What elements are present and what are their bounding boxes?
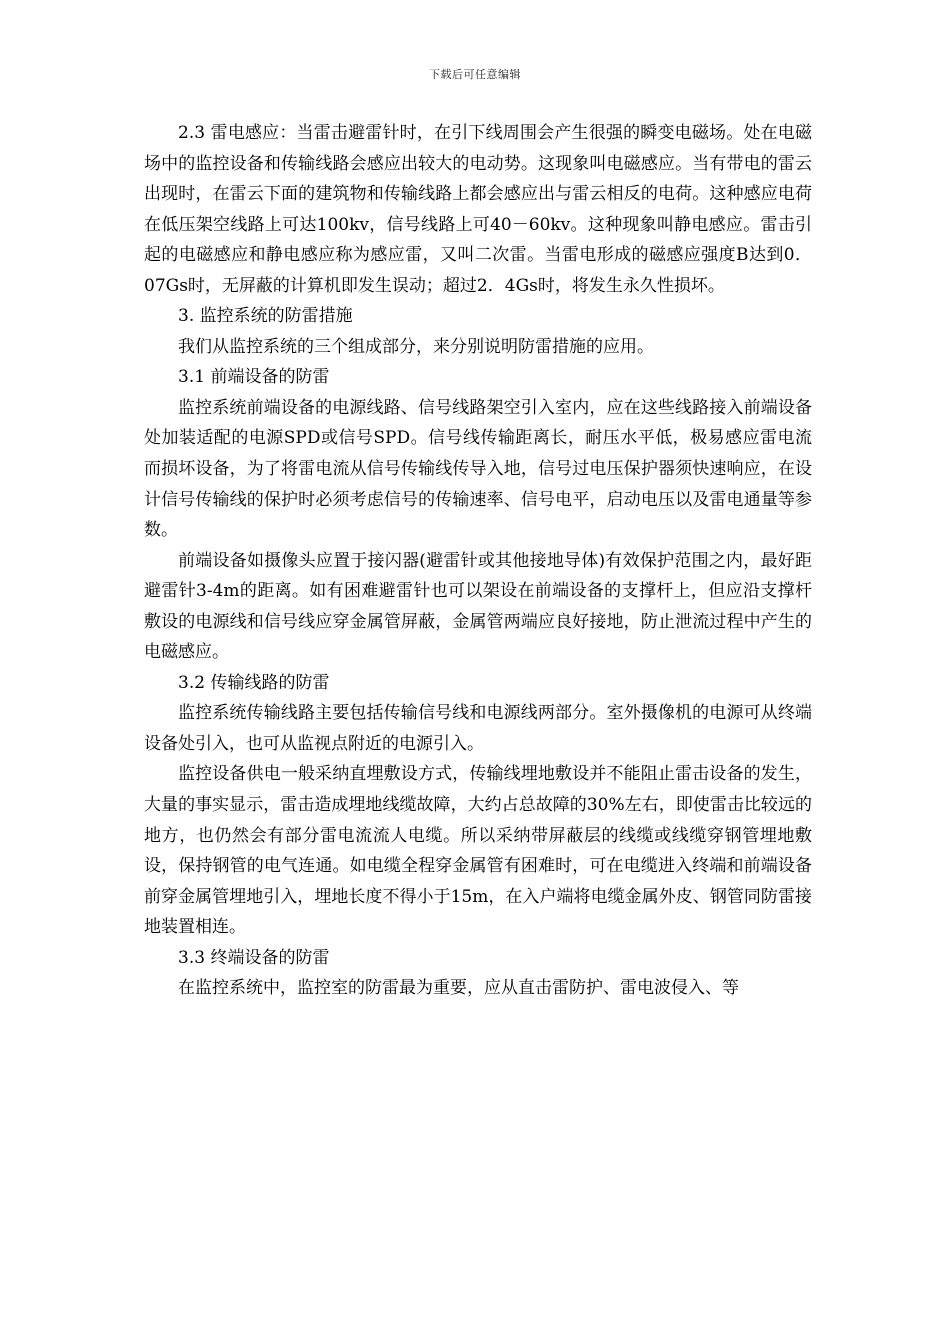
section-heading-3-1: 3.1 前端设备的防雷	[178, 367, 330, 388]
paragraph-terminal-equipment: 在监控系统中，监控室的防雷最为重要，应从直击雷防护、雷电波侵入、等	[178, 978, 739, 999]
paragraph-transmission-lines: 监控系统传输线路主要包括传输信号线和电源线两部分。室外摄像机的电源可从终端设备处引入，也可从监视点附近的电源引入。	[144, 703, 812, 754]
page-header-note: 下载后可任意编辑	[429, 68, 521, 81]
document-body	[144, 118, 812, 1004]
section-heading-3-2: 3.2 传输线路的防雷	[178, 672, 330, 693]
paragraph-2-3-lightning-induction: 2.3 雷电感应：当雷击避雷针时，在引下线周围会产生很强的瞬变电磁场。处在电磁场中的监控设备和传输线路会感应出较大的电动势。这现象叫电磁感应。当有带电的雷云出现时，在雷云下面的建筑物和传输线路上都会感应出与雷云相反的电荷。这种感应电荷在低压架空线路上可达100kv，信号线路上可40－60kv。这种现象叫静电感应。雷击引起的电磁感应和静电感应称为感应雷，又叫二次雷。当雷电形成的磁感应强度B达到0．07Gs时，无屏蔽的计算机即发生误动；超过2．4Gs时，将发生永久性损坏。	[144, 123, 812, 296]
section-heading-3: 3. 监控系统的防雷措施	[178, 306, 353, 327]
paragraph-intro: 我们从监控系统的三个组成部分，来分别说明防雷措施的应用。	[178, 336, 654, 357]
section-heading-3-3: 3.3 终端设备的防雷	[178, 947, 330, 968]
paragraph-power-supply: 监控设备供电一般采纳直埋敷设方式，传输线埋地敷设并不能阻止雷击设备的发生，大量的事实显示，雷击造成埋地线缆故障，大约占总故障的30%左右，即使雷击比较远的地方，也仍然会有部分雷电流流人电缆。所以采纳带屏蔽层的线缆或线缆穿钢管埋地敷设，保持钢管的电气连通。如电缆全程穿金属管有困难时，可在电缆进入终端和前端设备前穿金属管埋地引入，埋地长度不得小于15m，在入户端将电缆金属外皮、钢管同防雷接地装置相连。	[144, 764, 812, 938]
paragraph-front-end-spd: 监控系统前端设备的电源线路、信号线路架空引入室内，应在这些线路接入前端设备处加装适配的电源SPD或信号SPD。信号线传输距离长，耐压水平低，极易感应雷电流而损坏设备，为了将雷电流从信号传输线传导入地，信号过电压保护器须快速响应，在设计信号传输线的保护时必须考虑信号的传输速率、信号电平，启动电压以及雷电通量等参数。	[144, 397, 812, 541]
paragraph-front-end-camera: 前端设备如摄像头应置于接闪器(避雷针或其他接地导体)有效保护范围之内，最好距避雷针3-4m的距离。如有困难避雷针也可以架设在前端设备的支撑杆上，但应沿支撑杆敷设的电源线和信号线应穿金属管屏蔽，金属管两端应良好接地，防止泄流过程中产生的电磁感应。	[144, 550, 812, 663]
